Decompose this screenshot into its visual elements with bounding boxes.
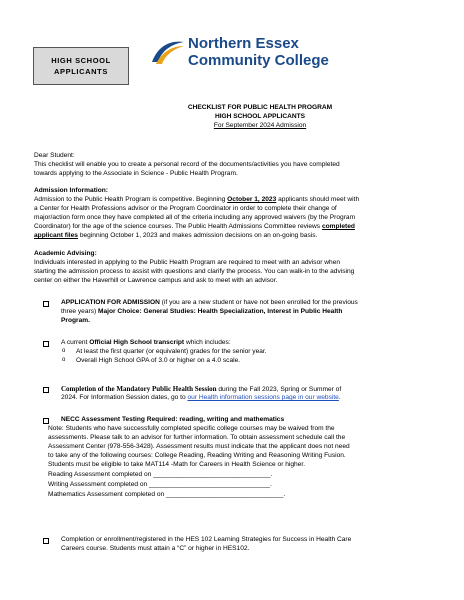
bullet-icon: o	[62, 357, 66, 363]
info-sessions-link[interactable]: our Health information sessions page in our website	[187, 394, 339, 401]
bullet-icon: o	[62, 348, 66, 354]
reading-assessment-line: Reading Assessment completed on ________________________________.	[48, 471, 273, 478]
application-line3: Program.	[61, 317, 90, 324]
admission-line3: major/action form once they have completed all of the criteria including any approved waivers (by the Program	[34, 214, 356, 221]
advising-heading: Academic Advising:	[34, 250, 97, 257]
assessment-line2: assessments. Please talk to an advisor for further information. To obtain assessment schedule call the	[48, 434, 346, 441]
admission-line5: applicant files beginning October 1, 2023 and makes admission decisions on an on-going basis.	[34, 232, 318, 239]
necc-logo	[150, 34, 340, 74]
advising-line2: starting the admission process to assist with questions and clarify the process. You can walk-in to the advising	[34, 268, 355, 275]
writing-assessment-line: Writing Assessment completed on _________________________________.	[48, 481, 272, 488]
session-checkbox[interactable]	[43, 387, 49, 393]
assessment-line3: Assessment Center (978-556-3428). Assessment results must indicate that the applicant does not need	[48, 443, 350, 450]
logo-text-line2: Community College	[188, 52, 329, 69]
greeting: Dear Student:	[34, 152, 75, 159]
application-line1: APPLICATION FOR ADMISSION (if you are a new student or have not been enrolled for the previous	[61, 299, 358, 306]
logo-text-line1: Northern Essex	[188, 35, 299, 52]
box-line1: HIGH SCHOOL	[51, 56, 111, 65]
intro-line1: This checklist will enable you to create a personal record of the documents/activities you have completed	[34, 161, 340, 168]
application-line2: three years) Major Choice: General Studies: Health Specialization, Interest in Public Health	[61, 308, 343, 315]
session-line1: Completion of the Mandatory Public Health Session during the Fall 2023, Spring or Summer of	[61, 385, 342, 393]
transcript-line: A current Official High School transcript which includes:	[61, 339, 231, 346]
application-checkbox[interactable]	[43, 301, 49, 307]
assessment-heading: NECC Assessment Testing Required: reading, writing and mathematics	[61, 416, 285, 423]
hes102-line1: Completion or enrollment/registered in the HES 102 Learning Strategies for Success in Health Care	[61, 536, 352, 543]
transcript-sub2: Overall High School GPA of 3.0 or higher on a 4.0 scale.	[76, 357, 241, 364]
math-assessment-line: Mathematics Assessment completed on ________________________________.	[48, 491, 286, 498]
advising-line1: Individuals interested in applying to the Public Health Program are required to meet with an advisor when	[34, 259, 341, 266]
assessment-line1: Note: Students who have successfully completed specific college courses may be waived from the	[48, 425, 335, 432]
admission-term: For September 2024 Admission	[213, 122, 307, 129]
admission-line4: Coordinator) for the age of the science courses. The Public Health Admissions Committee reviews completed	[34, 223, 355, 230]
admission-heading: Admission Information:	[34, 187, 108, 194]
assessment-line4: to take any of the following courses: College Reading, Reading Writing and Reasoning Writing Fusion.	[48, 452, 346, 459]
hes102-line2: Careers course. Students must attain a “C” or higher in HES102.	[61, 545, 250, 552]
intro-line2: towards applying to the Associate in Science - Public Health Program.	[34, 170, 238, 177]
checklist-title: CHECKLIST FOR PUBLIC HEALTH PROGRAM	[187, 104, 333, 111]
hes102-checkbox[interactable]	[43, 538, 49, 544]
box-line2: APPLICANTS	[54, 67, 108, 76]
checklist-subtitle: HIGH SCHOOL APPLICANTS	[214, 113, 306, 120]
admission-line1: Admission to the Public Health Program is competitive. Beginning October 1, 2023 applicants should meet with	[34, 196, 360, 203]
transcript-checkbox[interactable]	[43, 341, 49, 347]
high-school-applicants-box	[33, 47, 129, 85]
assessment-checkbox[interactable]	[43, 418, 49, 424]
admission-line2: a Center for Health Professions advisor or the Program Coordinator in order to complete their change of	[34, 205, 337, 212]
advising-line3: center on either the Haverhill or Lawrence campus and ask to meet with an advisor.	[34, 277, 278, 284]
transcript-sub1: At least the first quarter (or equivalent) grades for the senior year.	[76, 348, 267, 355]
logo-swoosh-icon	[150, 36, 186, 66]
assessment-line5: Students must be eligible to take MAT114 -Math for Careers in Health Science or higher.	[48, 461, 306, 468]
session-line2: 2024. For Information Session dates, go to our Health information sessions page in our website.	[61, 394, 341, 401]
